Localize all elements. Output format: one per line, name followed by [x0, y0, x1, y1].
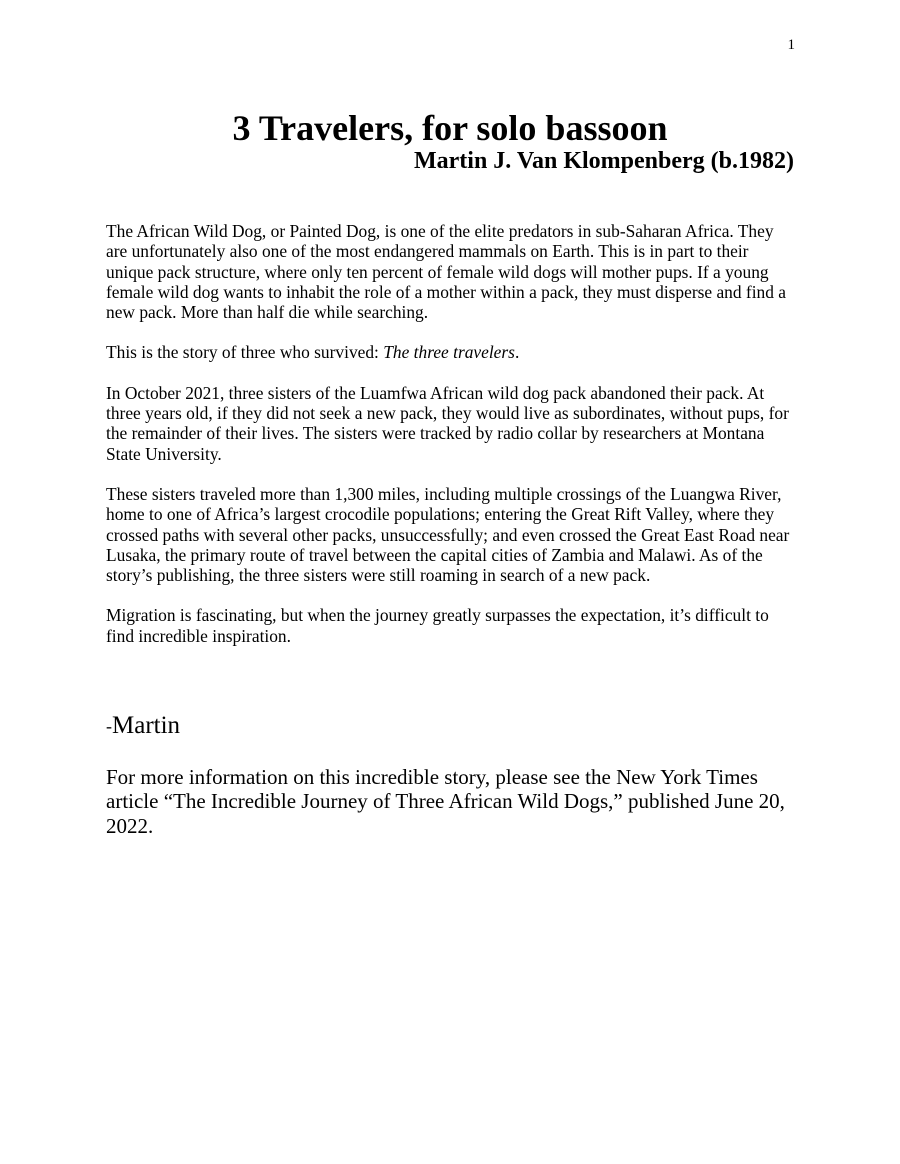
signoff	[106, 711, 180, 741]
paragraph-migration: Migration is fascinating, but when the journey greatly surpasses the expectation, it’s difficult to find incredible inspiration.	[106, 605, 769, 646]
composer-credit: Martin J. Van Klompenberg (b.1982)	[413, 148, 794, 174]
paragraph-journey: These sisters traveled more than 1,300 miles, including multiple crossings of the Luangwa River, home to one of Africa’s largest crocodile populations; entering the Great Rift Valley, where they crossed paths with several other packs, unsuccessfully; and even crossed the Great East Road near Lusaka, the primary route of travel between the capital cities of Zambia and Malawi. As of the story’s publishing, the three sisters were still roaming in search of a new pack.	[106, 483, 790, 586]
story-line-prefix: This is the story of three who survived:	[106, 342, 384, 363]
program-notes	[106, 221, 796, 666]
story-line-italic-title: The three travelers	[383, 342, 515, 363]
page-number: 1	[787, 37, 795, 53]
paragraph-intro: The African Wild Dog, or Painted Dog, is one of the elite predators in sub-Saharan Africa. They are unfortunately also one of the most endangered mammals on Earth. This is in part to their unique pack structure, where only ten percent of female wild dogs will mother pups. If a young female wild dog wants to inhabit the role of a mother within a pack, they must disperse and find a new pack. More than half die while searching.	[106, 221, 786, 323]
story-line-suffix: .	[514, 342, 520, 363]
signoff-dash: -	[106, 716, 112, 736]
paragraph-october-2021: In October 2021, three sisters of the Luamfwa African wild dog pack abandoned their pack. At three years old, if they did not seek a new pack, they would live as subordinates, without pups, for the remainder of their lives. The sisters were tracked by radio collar by researchers at Montana State University.	[106, 382, 789, 464]
paragraph-story-line	[106, 342, 796, 362]
more-info-note: For more information on this incredible story, please see the New York Times article “The Incredible Journey of Three African Wild Dogs,” published June 20, 2022.	[106, 765, 785, 838]
signoff-name: Martin	[112, 712, 181, 739]
page-title: 3 Travelers, for solo bassoon	[232, 108, 668, 148]
